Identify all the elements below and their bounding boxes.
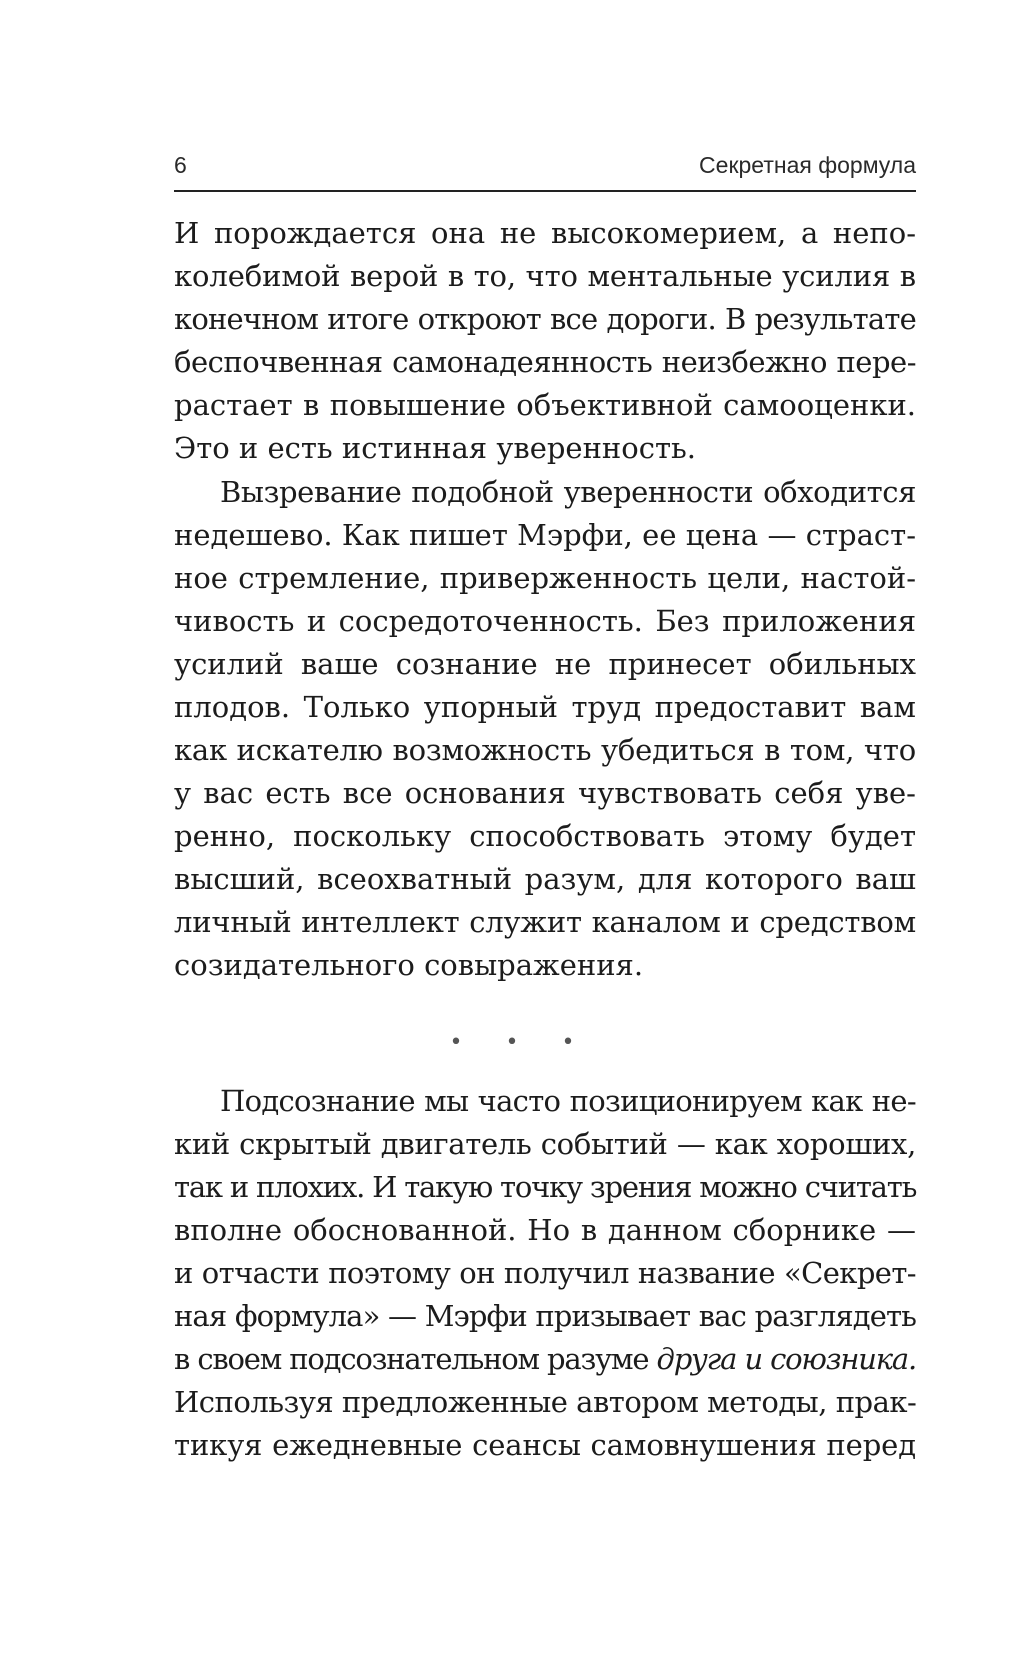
text-line: ная формула» — Мэрфи призывает вас разглядеть [174,1299,916,1333]
text-line: И порождается она не высокомерием, а непо- [174,216,916,250]
text-line: плодов. Только упорный труд предоставит вам [174,690,916,724]
text-line: так и плохих. И такую точку зрения можно считать [174,1170,917,1204]
text-line: Вызревание подобной уверенности обходится [220,475,916,509]
text-line: Это и есть истинная уверенность. [174,431,696,465]
text-line: личный интеллект служит каналом и средством [174,905,916,939]
text-line: беспочвенная самонадеянность неизбежно пере- [174,345,916,379]
text-line: кий скрытый двигатель событий — как хороших, [174,1127,916,1161]
text-line: Подсознание мы часто позиционируем как не- [220,1084,916,1118]
text-line: у вас есть все основания чувствовать себя уве- [174,776,916,810]
running-title: Секретная формула [699,152,916,178]
text-segment: в своем подсознательном разуме [174,1342,657,1376]
text-line: высший, всеохватный разум, для которого ваш [174,862,916,896]
page-number: 6 [174,152,187,178]
text-line: ное стремление, приверженность цели, настой- [174,561,916,595]
text-line: тикуя ежедневные сеансы самовнушения перед [174,1428,916,1462]
text-line: как искателю возможность убедиться в том, что [174,733,916,767]
header-rule [174,190,916,192]
text-line: конечном итоге откроют все дороги. В результате [174,302,916,336]
text-line: чивость и сосредоточенность. Без приложения [174,604,916,638]
text-line: недешево. Как пишет Мэрфи, ее цена — страст- [174,518,916,552]
text-line: и отчасти поэтому он получил название «Секрет- [174,1256,916,1290]
text-line: созидательного совыражения. [174,948,644,982]
text-line: Используя предложенные автором методы, прак- [174,1385,917,1419]
paragraph-confidence [174,471,916,987]
text-line: усилий ваше сознание не принесет обильных [174,647,916,681]
text-line-with-italic [174,1338,916,1381]
paragraph-subconscious [174,1080,916,1467]
text-line: растает в повышение объективной самооценки. [174,388,916,422]
running-head [174,150,916,186]
italic-phrase: друга и союзника. [656,1342,916,1376]
section-separator: • • • [449,1030,593,1055]
text-line: вполне обоснованной. Но в данном сборнике — [174,1213,916,1247]
text-line: ренно, поскольку способствовать этому будет [174,819,916,853]
text-line: колебимой верой в то, что ментальные усилия в [174,259,916,293]
paragraph-continued [174,212,916,470]
